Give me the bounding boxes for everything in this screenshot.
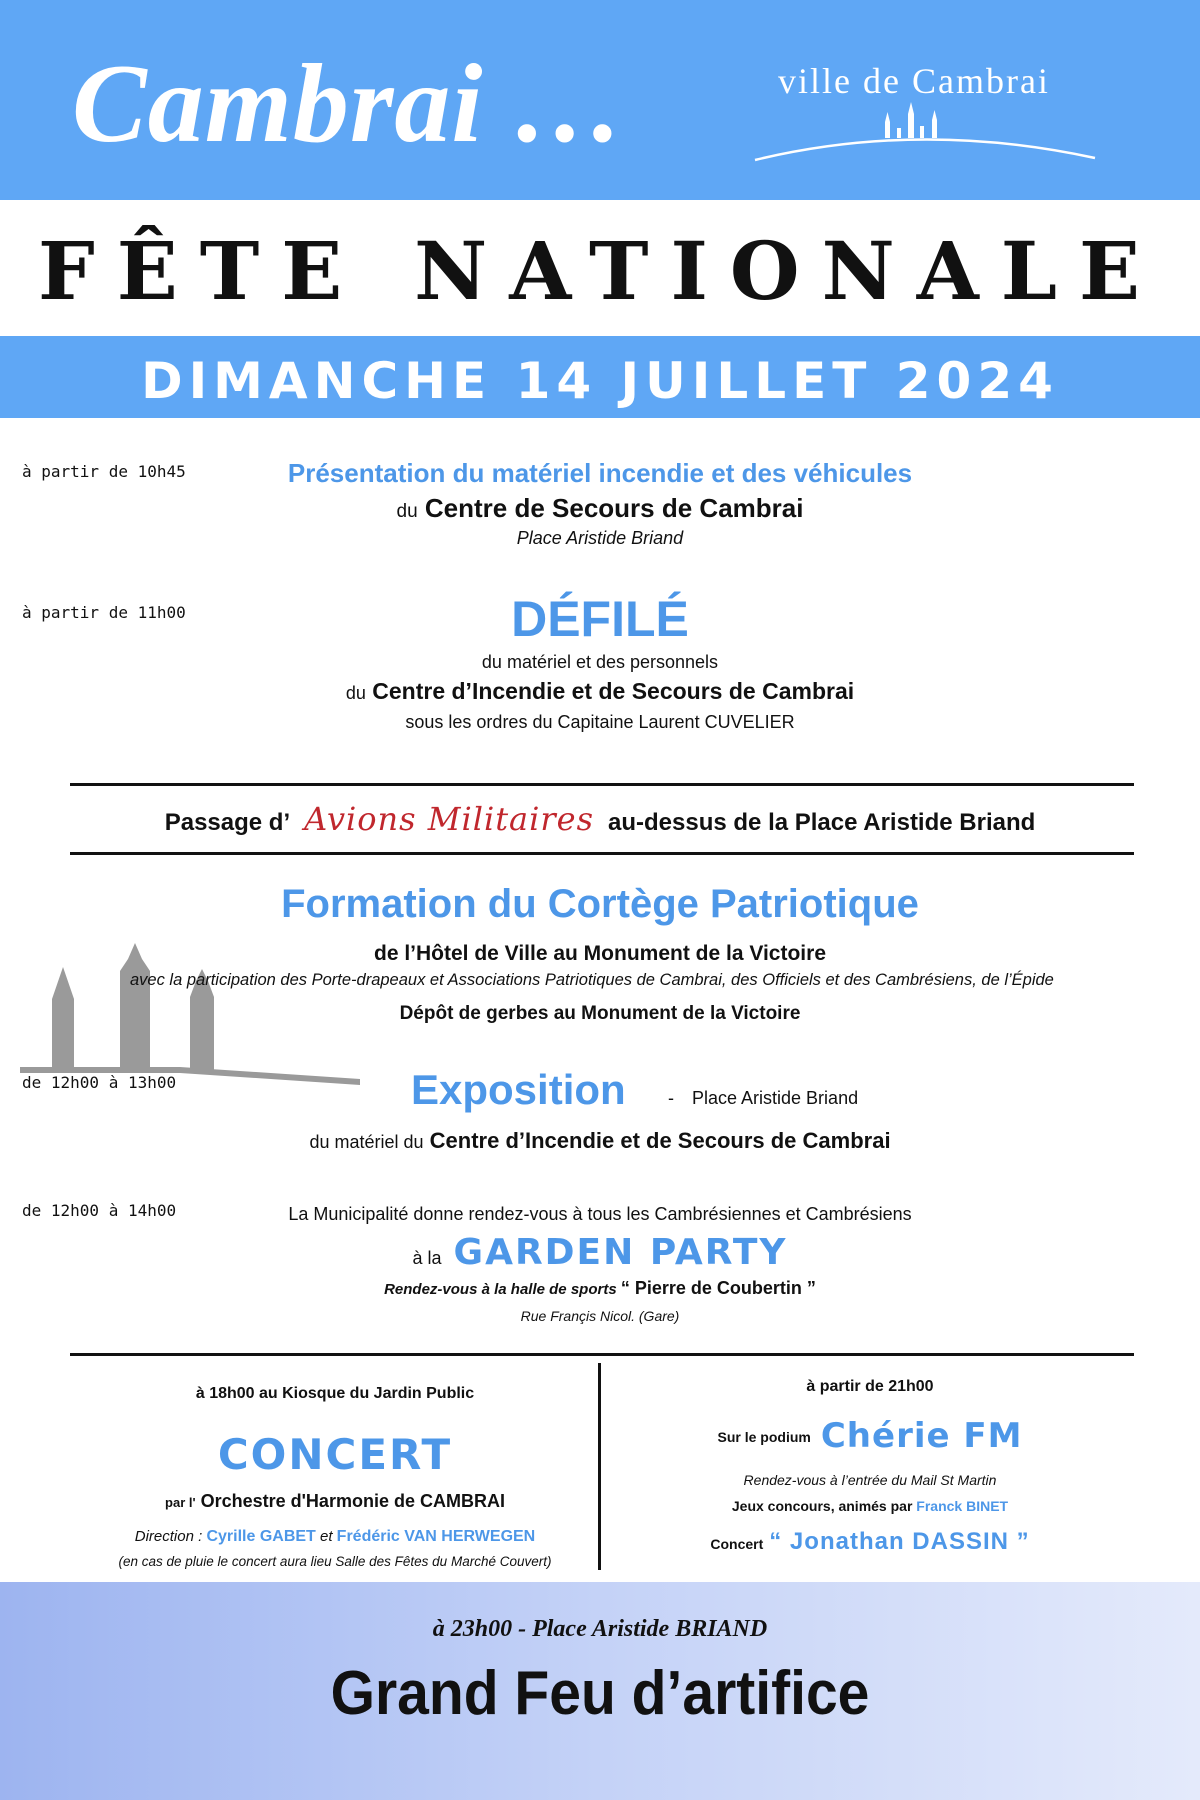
garden-address: Rue Françis Nicol. (Gare) [520, 1308, 680, 1324]
brand-title: Cambrai … [72, 42, 626, 166]
cortege-line3: Dépôt de gerbes au Monument de la Victoire [399, 1003, 801, 1024]
fireworks-time: à 23h00 - Place Aristide BRIAND [432, 1616, 768, 1642]
concert-time: à 18h00 au Kiosque du Jardin Public [195, 1385, 475, 1402]
cherie-games [600, 1498, 1140, 1514]
footer-banner [0, 1582, 1200, 1800]
event2-line2 [0, 678, 1200, 705]
event2-line3: sous les ordres du Capitaine Laurent CUVELIER [405, 712, 795, 732]
garden-venue-line [0, 1278, 1200, 1299]
garden-title: GARDEN PARTY [453, 1232, 788, 1273]
passage-highlight: Avions Militaires [304, 800, 595, 838]
garden-venue: “ Pierre de Coubertin ” [620, 1278, 816, 1298]
cortege-title: Formation du Cortège Patriotique [281, 882, 919, 926]
concert-direction [70, 1528, 600, 1546]
garden-title-line [0, 1232, 1200, 1273]
header-banner [0, 0, 1200, 200]
cortege-line1: de l’Hôtel de Ville au Monument de la Victoire [374, 942, 826, 965]
exposition-place: Place Aristide Briand [692, 1088, 859, 1108]
concert-by [70, 1491, 600, 1512]
concert-and: et [319, 1528, 333, 1545]
event1-subtitle [0, 493, 1200, 524]
cherie-rdv: Rendez-vous à l’entrée du Mail St Martin [743, 1472, 997, 1488]
event2-title: DÉFILÉ [511, 591, 689, 647]
event1-place: Place Aristide Briand [516, 528, 684, 548]
cherie-host: Franck BINET [916, 1498, 1009, 1514]
exposition-separator: - [668, 1088, 674, 1108]
passage-suffix: au-dessus de la Place Aristide Briand [608, 809, 1036, 836]
city-logo-text: ville de Cambrai [778, 61, 1050, 101]
cherie-artist: “ Jonathan DASSIN ” [769, 1528, 1030, 1555]
cherie-concert [600, 1528, 1140, 1556]
garden-time: de 12h00 à 14h00 [22, 1201, 177, 1220]
cherie-games-text: Jeux concours, animés par [731, 1498, 913, 1514]
passage-line [0, 800, 1200, 838]
exposition-subtitle [0, 1128, 1200, 1154]
cherie-title: Chérie FM [820, 1416, 1023, 1456]
event1-title: Présentation du matériel incendie et des véhicules [287, 458, 913, 488]
fireworks-title: Grand Feu d’artifice [330, 1659, 870, 1728]
event2-line2-prefix: du [345, 683, 366, 703]
cherie-time: à partir de 21h00 [806, 1378, 934, 1395]
main-title: FÊTE NATIONALE [37, 224, 1162, 318]
event1-sub-prefix: du [396, 501, 418, 522]
event2-line2-name: Centre d’Incendie et de Secours de Cambrai [372, 678, 855, 704]
exposition-title: Exposition [411, 1066, 626, 1113]
concert-director1: Cyrille GABET [206, 1528, 316, 1545]
cherie-concert-label: Concert [710, 1536, 764, 1552]
concert-by-prefix: par l' [165, 1495, 196, 1510]
concert-orchestra: Orchestre d'Harmonie de CAMBRAI [200, 1491, 505, 1511]
divider [70, 783, 1134, 786]
garden-rdv: Rendez-vous à la halle de sports [384, 1281, 617, 1298]
event-date: DIMANCHE 14 JUILLET 2024 [141, 352, 1059, 410]
concert-direction-label: Direction : [134, 1528, 203, 1545]
event1-sub-name: Centre de Secours de Cambrai [424, 493, 804, 523]
passage-prefix: Passage d’ [164, 809, 291, 836]
cortege-line2: avec la participation des Porte-drapeaux et Associations Patriotiques de Cambrai, des Officiels et des Cambrésiens, de l’Épide [130, 971, 1054, 989]
concert-rain-note: (en cas de pluie le concert aura lieu Salle des Fêtes du Marché Couvert) [118, 1554, 552, 1569]
event2-time: à partir de 11h00 [22, 603, 186, 622]
exposition-sub-name: Centre d’Incendie et de Secours de Cambrai [429, 1128, 891, 1153]
exposition-time: de 12h00 à 13h00 [22, 1073, 177, 1092]
city-logo-icon [750, 100, 1100, 165]
cherie-podium: Sur le podium [717, 1429, 811, 1445]
garden-prefix: à la [412, 1248, 442, 1268]
date-banner [0, 336, 1200, 418]
cherie-title-line [600, 1416, 1140, 1456]
concert-title: CONCERT [217, 1430, 453, 1479]
event1-time: à partir de 10h45 [22, 462, 186, 481]
garden-invite: La Municipalité donne rendez-vous à tous les Cambrésiennes et Cambrésiens [288, 1204, 912, 1224]
event2-line1: du matériel et des personnels [481, 652, 719, 672]
divider [70, 1353, 1134, 1356]
divider [70, 852, 1134, 855]
exposition-sub-prefix: du matériel du [309, 1132, 424, 1152]
concert-director2: Frédéric VAN HERWEGEN [336, 1528, 536, 1545]
